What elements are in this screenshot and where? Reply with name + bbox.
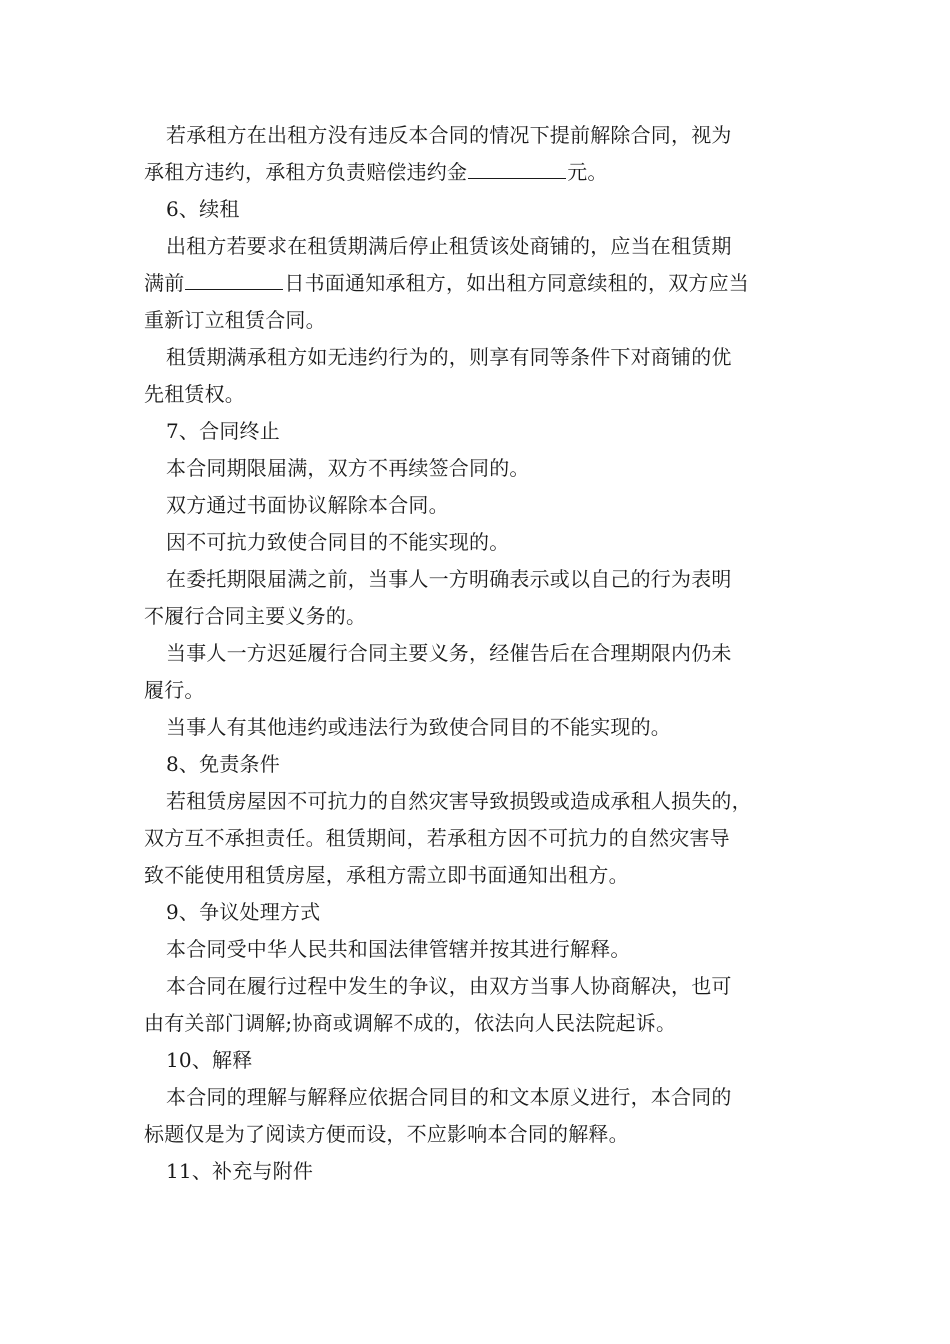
paragraph-priority-right: 租赁期满承租方如无违约行为的，则享有同等条件下对商铺的优: [166, 345, 732, 369]
termination-item-refusal: 在委托期限届满之前，当事人一方明确表示或以自己的行为表明: [166, 567, 732, 591]
paragraph-exemption: 若租赁房屋因不可抗力的自然灾害导致损毁或造成承租人损失的，: [166, 789, 752, 813]
paragraph-renewal-notice-cont: [144, 265, 814, 302]
termination-item-force-majeure: 因不可抗力致使合同目的不能实现的。: [166, 530, 510, 554]
blank-notice-days: [185, 270, 283, 290]
text-line: 若承租方在出租方没有违反本合同的情况下提前解除合同，视为: [166, 123, 732, 147]
paragraph-renewal-notice-end: 重新订立租赁合同。: [144, 308, 326, 332]
section-heading-renewal: 6、续租: [166, 197, 240, 221]
paragraph-interpretation-cont: 标题仅是为了阅读方便而设，不应影响本合同的解释。: [144, 1122, 629, 1146]
termination-item-breach: 当事人有其他违约或违法行为致使合同目的不能实现的。: [166, 715, 671, 739]
section-heading-supplement: 11、补充与附件: [166, 1159, 314, 1183]
section-heading-dispute: 9、争议处理方式: [166, 900, 321, 924]
termination-item-expiry: 本合同期限届满，双方不再续签合同的。: [166, 456, 530, 480]
paragraph-exemption-end: 致不能使用租赁房屋，承租方需立即书面通知出租方。: [144, 863, 629, 887]
paragraph-interpretation: 本合同的理解与解释应依据合同目的和文本原义进行，本合同的: [166, 1085, 732, 1109]
paragraph-priority-right-cont: 先租赁权。: [144, 382, 245, 406]
paragraph-early-termination: [144, 117, 814, 154]
text-line: 日书面通知承租方，如出租方同意续租的，双方应当: [284, 271, 750, 295]
paragraph-early-termination-cont: [144, 154, 814, 191]
termination-item-agreement: 双方通过书面协议解除本合同。: [166, 493, 449, 517]
section-heading-termination: 7、合同终止: [166, 419, 280, 443]
section-heading-interpretation: 10、解释: [166, 1048, 253, 1072]
paragraph-dispute-resolution-cont: 由有关部门调解;协商或调解不成的，依法向人民法院起诉。: [144, 1011, 677, 1035]
text-line: 承租方违约，承租方负责赔偿违约金: [144, 160, 468, 184]
termination-item-delay-cont: 履行。: [144, 678, 205, 702]
termination-item-refusal-cont: 不履行合同主要义务的。: [144, 604, 367, 628]
paragraph-exemption-cont: 双方互不承担责任。租赁期间，若承租方因不可抗力的自然灾害导: [144, 826, 730, 850]
text-line: 满前: [144, 271, 185, 295]
blank-penalty-amount: [468, 159, 566, 179]
paragraph-dispute-resolution: 本合同在履行过程中发生的争议，由双方当事人协商解决，也可: [166, 974, 732, 998]
paragraph-governing-law: 本合同受中华人民共和国法律管辖并按其进行解释。: [166, 937, 631, 961]
text-line: 元。: [567, 160, 608, 184]
paragraph-renewal-notice: 出租方若要求在租赁期满后停止租赁该处商铺的，应当在租赁期: [166, 234, 732, 258]
termination-item-delay: 当事人一方迟延履行合同主要义务，经催告后在合理期限内仍未: [166, 641, 732, 665]
section-heading-exemption: 8、免责条件: [166, 752, 280, 776]
document-body: [144, 117, 814, 1190]
